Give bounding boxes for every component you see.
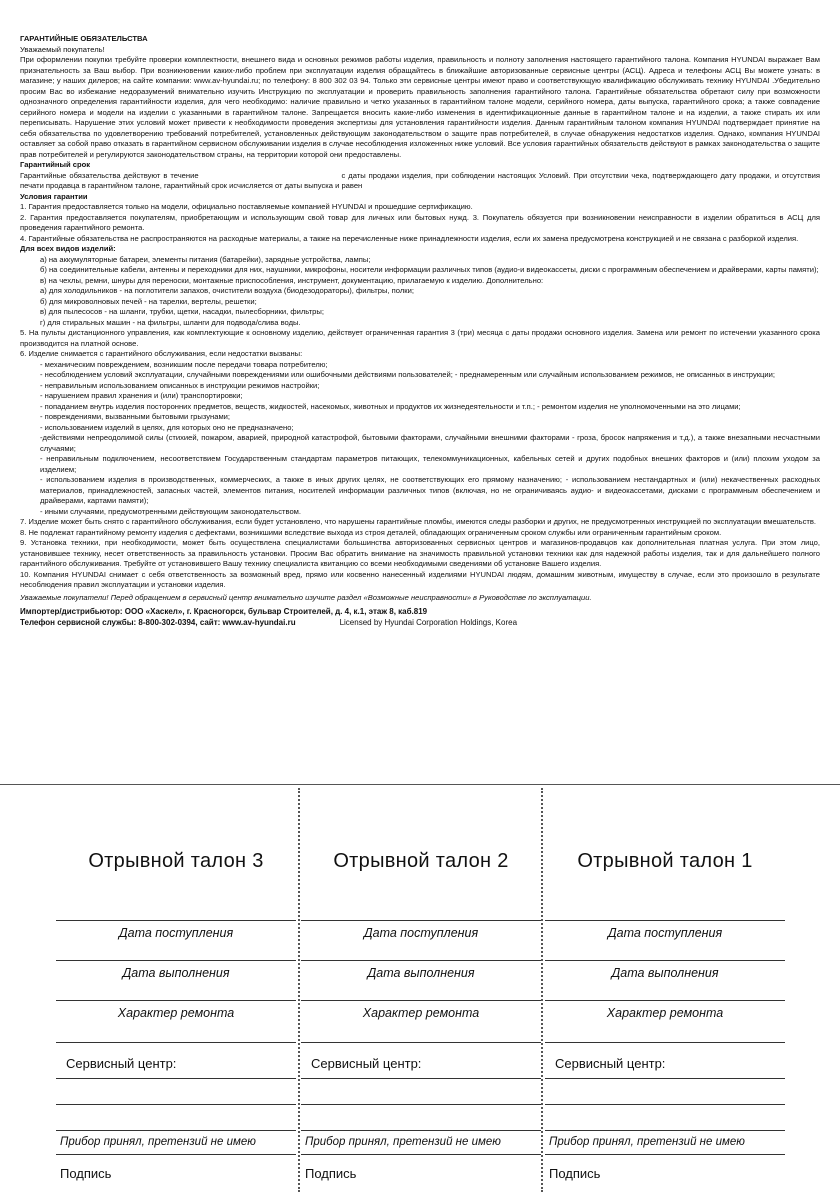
fill-line bbox=[301, 1078, 541, 1079]
conditions-title: Условия гарантии bbox=[20, 191, 88, 201]
fill-line bbox=[545, 960, 785, 961]
signature-label: Подпись bbox=[305, 1166, 357, 1181]
condition-4: 4. Гарантийные обязательства не распространяются на расходные материалы, а также на перечисленные ниже принадлежности изделия, если их замена предусмотрена конструкцией и не связана с разборкой изделия. bbox=[20, 233, 799, 243]
tear-off-stub-1 bbox=[545, 792, 785, 1192]
condition-9: 9. Установка техники, при необходимости, может быть осуществлена специалистами большинства авторизованных сервисных центров и магазинов-продавцов как дополнительная платная услуга. При этом лицо, установившее технику, несет ответственность за правильность установки. Просим Вас обратить внимание на значимость правильной установки техники как для надежной работы изделия, так и для дальнейшего полного гарантийного обслуживания. Требуйте от установившего Вашу технику специалиста квитанцию со всеми необходимыми сведениями об установке Вашего изделия. bbox=[20, 538, 820, 568]
defect-10: - использованием изделия в производственных, коммерческих, а также в иных других целях, не соответствующих его прямому назначению; - использованием нестандартных и (или) некачественных расходных материалов, принадлежностей, запасных частей, элементов питания, носителей информации различных типов (включая, но не ограничиваясь аудио- и видеокассетами, дисками с программным обеспечением и драйверами, картами памяти); bbox=[40, 475, 820, 505]
item-v: в) на чехлы, ремни, шнуры для переноски, монтажные приспособления, инструмент, документацию, прилагаемую к изделию. Дополнительно: bbox=[40, 275, 544, 285]
fill-line bbox=[545, 1104, 785, 1105]
condition-8: 8. Не подлежат гарантийному ремонту изделия с дефектами, возникшими вследствие выхода из строя деталей, обладающих ограниченным сроком службы или ограниченным гарантийным сроком. bbox=[20, 527, 722, 537]
fill-line bbox=[301, 920, 541, 921]
service-phone-line bbox=[20, 617, 820, 628]
fill-line bbox=[56, 960, 296, 961]
fill-line bbox=[545, 1042, 785, 1043]
defect-3: - неправильным использованием описанных в инструкции режимов настройки; bbox=[40, 380, 320, 390]
service-center-label: Сервисный центр: bbox=[555, 1056, 666, 1071]
completed-date-label: Дата выполнения bbox=[122, 966, 230, 980]
condition-2: 2. Гарантия предоставляется покупателям, приобретающим и использующим свой товар для личных или бытовых нужд. 3. Покупатель обязуется при возникновении неисправности в изделии обратиться в АСЦ для проведения гарантийного ремонта. bbox=[20, 212, 820, 232]
perforation-line bbox=[541, 788, 543, 1192]
condition-5: 5. На пульты дистанционного управления, как комплектующие к основному изделию, действует ограниченная гарантия 3 (три) месяца с даты продажи основного изделия. Замена или ремонт по истечении указанного срока производится на платной основе. bbox=[20, 328, 820, 348]
accepted-label: Прибор принял, претензий не имею bbox=[60, 1136, 256, 1148]
item-b2: б) для микроволновых печей - на тарелки, вертелы, решетки; bbox=[40, 296, 257, 306]
defect-7: - использованием изделий в целях, для которых оно не предназначено; bbox=[40, 422, 294, 432]
fill-line bbox=[56, 1154, 296, 1155]
period-paragraph bbox=[20, 171, 820, 192]
signature-label: Подпись bbox=[60, 1166, 112, 1181]
signature-label: Подпись bbox=[549, 1166, 601, 1181]
condition-1: 1. Гарантия предоставляется только на модели, официально поставляемые компанией HYUNDAI и прошедшие сертификацию. bbox=[20, 202, 473, 211]
item-v2: в) для пылесосов - на шланги, трубки, щетки, насадки, пылесборники, фильтры; bbox=[40, 307, 324, 316]
received-date-label: Дата поступления bbox=[363, 926, 479, 940]
fill-line bbox=[545, 1000, 785, 1001]
defect-11: - иными случаями, предусмотренными действующим законодательством. bbox=[40, 506, 302, 516]
service-phone: Телефон сервисной службы: 8-800-302-0394, сайт: www.av-hyundai.ru bbox=[20, 618, 296, 627]
fill-line bbox=[301, 960, 541, 961]
service-center-label: Сервисный центр: bbox=[66, 1056, 177, 1071]
service-center-label: Сервисный центр: bbox=[311, 1056, 422, 1071]
intro-paragraph: При оформлении покупки требуйте проверки комплектности, внешнего вида и основных режимов работы изделия, правильность и полноту заполнения настоящего гарантийного талона. Компания HYUNDAI выражает Вам признательность за Ваш выбор. При возникновении каких-либо проблем при эксплуатации изделия обращайтесь в ближайшие авторизованные сервисные центры (АСЦ). Адреса и телефоны АСЦ Вы можете узнать: в магазине; у наших дилеров; на сайте компании: www.av-hyundai.ru; по телефону: 8 800 302 03 94. Только эти сервисные центры имеют право и соответствующую квалификацию обслуживать технику HYUNDAI .Убедительно просим Вас во избежание недоразумений внимательно изучить Инструкцию по эксплуатации и проверить правильность заполнения гарантийного талона. Гарантийные обязательства обретают силу при возможности однозначного определения гарантийности изделия, для чего необходимо: наличие правильно и четко указанных в гарантийном талоне модели, серийного номера, даты выпуска, гарантийного срока; а также совпадение серийного номера и модели на изделии с указанными в гарантийном талоне. Запрещается вносить какие-либо изменения в идентификационные данные в гарантийном талоне и на изделии, а также стирать их или переписывать. Нарушение этих условий может привести к необходимости проведения экспертизы для установления гарантийности изделия. Данным гарантийным талоном компания HYUNDAI подтверждает принятие на себя обязательства по удовлетворению требований потребителей, установленных действующим законодательством о защите прав потребителей, в случае обнаружения недостатков изделия. Однако, компания HYUNDAI оставляет за собой право отказать в гарантийном сервисном обслуживании изделия в случае несоблюдения изложенных ниже условий. Все условия гарантийных обязательств действуют в рамках законодательства о защите прав потребителей и регулируются законодательством страны, на территории которой они предоставлены. bbox=[20, 55, 820, 159]
item-b: б) на соединительные кабели, антенны и переходники для них, наушники, микрофоны, носители информации различных типов (аудио-и видеокассеты, диски с программным обеспечением и драйверами, карты памяти); bbox=[40, 265, 819, 274]
fill-line bbox=[56, 1104, 296, 1105]
repair-type-label: Характер ремонта bbox=[117, 1006, 235, 1020]
period-text-b: с даты продажи изделия, при соблюдении настоящих Условий. При отсутствии чека, подтверждающего дату продажи, и отсутствия печати продавца в гарантийном талоне, гарантийный срок исчисляется от даты выпуска и равен bbox=[20, 170, 820, 190]
defect-9: - неправильным подключением, несоответствием Государственным стандартам параметров питающих, телекоммуникационных, кабельных сетей и других подобных внешних факторов и (или) плохим уходом за изделием; bbox=[40, 454, 820, 474]
item-g2: г) для стиральных машин - на фильтры, шланги для подвода/слива воды. bbox=[40, 317, 301, 327]
received-date-label: Дата поступления bbox=[118, 926, 234, 940]
fill-line bbox=[56, 1130, 296, 1131]
repair-type-label: Характер ремонта bbox=[362, 1006, 480, 1020]
stub-title: Отрывной талон 1 bbox=[577, 850, 753, 872]
defect-6: - повреждениями, вызванными бытовыми грызунами; bbox=[40, 412, 231, 421]
license-text: Licensed by Hyundai Corporation Holdings, Korea bbox=[339, 618, 518, 627]
tear-off-stub-2 bbox=[301, 792, 541, 1192]
defect-2: - несоблюдением условий эксплуатации, случайными повреждениями или ошибочными действиями пользователей; - преднамеренным или случайным использованием режимов, не описанных в инструкции; bbox=[40, 370, 776, 379]
item-a2: а) для холодильников - на поглотители запахов, очистители воздуха (биодезодораторы), фильтры, полки; bbox=[40, 286, 414, 295]
condition-10: 10. Компания HYUNDAI снимает с себя ответственность за возможный вред, прямо или косвенно нанесенный изделиями HYUNDAI людям, домашним животным, имуществу в случае, если это произошло в результате несоблюдения правил эксплуатации и установки изделия. bbox=[20, 569, 820, 589]
received-date-label: Дата поступления bbox=[607, 926, 723, 940]
tear-off-stub-3 bbox=[56, 792, 296, 1192]
fill-line bbox=[56, 1000, 296, 1001]
defect-5: - попаданием внутрь изделия посторонних предметов, веществ, жидкостей, насекомых, животных и продуктов их жизнедеятельности и т.п.; - ремонтом изделия не уполномоченными на это лицами; bbox=[40, 401, 741, 411]
accepted-label: Прибор принял, претензий не имею bbox=[305, 1136, 501, 1148]
perforation-line bbox=[298, 788, 300, 1192]
repair-type-label: Характер ремонта bbox=[606, 1006, 724, 1020]
condition-6: 6. Изделие снимается с гарантийного обслуживания, если недостатки вызваны: bbox=[20, 349, 303, 358]
fill-line bbox=[301, 1130, 541, 1131]
defect-8: -действиями непреодолимой силы (стихией, пожаром, аварией, природной катастрофой, бытовыми факторами, случайными внешними факторами - гроза, бросок напряжения и т.д.), а также внезапными несчастными случаями; bbox=[40, 433, 820, 453]
fill-line bbox=[56, 1078, 296, 1079]
fill-line bbox=[301, 1154, 541, 1155]
completed-date-label: Дата выполнения bbox=[611, 966, 719, 980]
fill-line bbox=[545, 1130, 785, 1131]
fill-line bbox=[301, 1042, 541, 1043]
fill-line bbox=[545, 1078, 785, 1079]
warranty-title: ГАРАНТИЙНЫЕ ОБЯЗАТЕЛЬСТВА bbox=[20, 34, 148, 43]
fill-line bbox=[545, 920, 785, 921]
stub-title: Отрывной талон 3 bbox=[88, 850, 264, 872]
period-text-a: Гарантийные обязательства действуют в течение bbox=[20, 170, 199, 180]
stub-title: Отрывной талон 2 bbox=[333, 850, 509, 872]
fill-line bbox=[301, 1104, 541, 1105]
fill-line bbox=[545, 1154, 785, 1155]
accepted-label: Прибор принял, претензий не имею bbox=[549, 1136, 745, 1148]
fill-line bbox=[56, 1042, 296, 1043]
all-types-title: Для всех видов изделий: bbox=[20, 244, 116, 253]
period-title: Гарантийный срок bbox=[20, 160, 91, 169]
fill-line bbox=[56, 920, 296, 921]
warranty-text-block bbox=[20, 34, 820, 628]
closing-note: Уважаемые покупатели! Перед обращением в сервисный центр внимательно изучите раздел «Возможные неисправности» в Руководстве по эксплуатации. bbox=[20, 592, 592, 602]
defect-4: - нарушением правил хранения и (или) транспортировки; bbox=[40, 391, 243, 400]
item-a: а) на аккумуляторные батареи, элементы питания (батарейки), зарядные устройства, лампы; bbox=[40, 254, 371, 264]
completed-date-label: Дата выполнения bbox=[367, 966, 475, 980]
section-divider bbox=[0, 784, 840, 785]
fill-line bbox=[301, 1000, 541, 1001]
defect-1: - механическим повреждением, возникшим после передачи товара потребителю; bbox=[40, 359, 328, 369]
importer-line: Импортер/дистрибьютор: ООО «Хаскел», г. Красногорск, бульвар Строителей, д. 4, к.1, этаж 8, каб.819 bbox=[20, 607, 428, 616]
greeting: Уважаемый покупатель! bbox=[20, 44, 105, 54]
condition-7: 7. Изделие может быть снято с гарантийного обслуживания, если будет установлено, что нарушены гарантийные пломбы, имеются следы разборки и других, не предусмотренных инструкцией по эксплуатации вмешательств. bbox=[20, 517, 817, 526]
